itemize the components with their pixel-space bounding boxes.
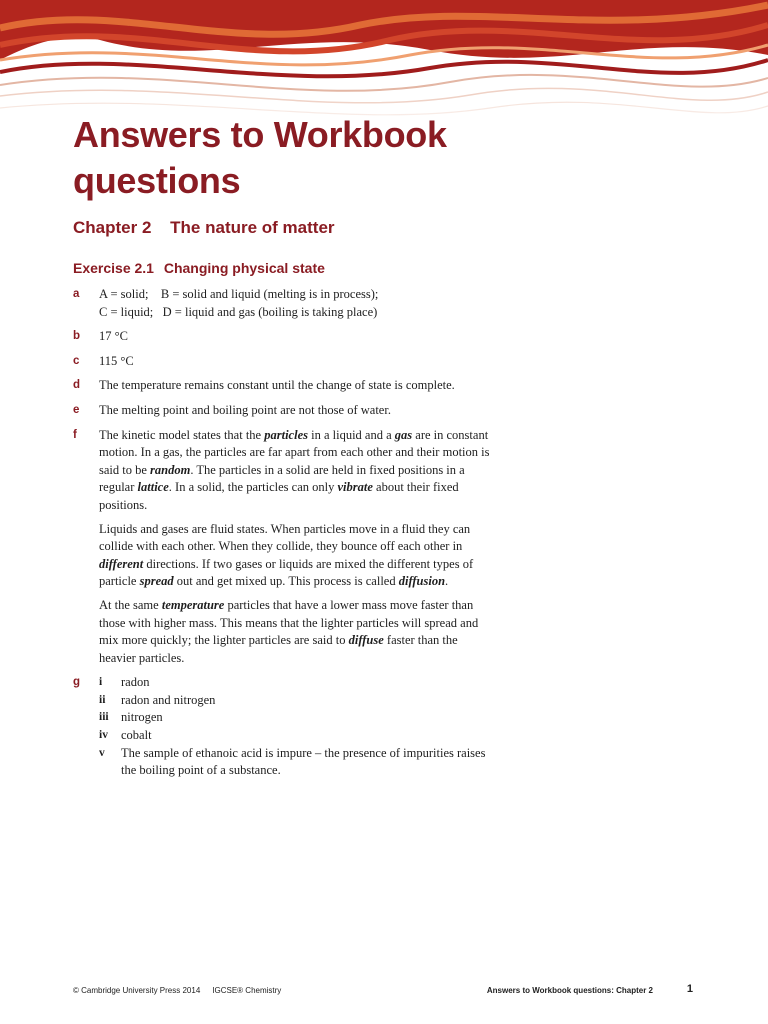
answer-letter: d [73, 379, 81, 392]
keyword: different [99, 556, 144, 571]
sub-answer [99, 709, 493, 727]
keyword: spread [139, 574, 174, 589]
sub-answer-text: radon [121, 675, 150, 690]
sub-answer [99, 674, 493, 692]
text-span: The kinetic model states that the [99, 427, 265, 442]
text-span: out and get mixed up. This process is called [173, 574, 399, 589]
answer-a [73, 286, 493, 321]
answer-e-text: The melting point and boiling point are not those of water. [99, 402, 391, 417]
answer-b-text: 17 °C [99, 329, 128, 344]
chapter-number: Chapter 2 [73, 218, 152, 237]
title-line-1: Answers to Workbook [73, 114, 447, 155]
keyword: gas [394, 427, 413, 442]
answer-f-paragraph-3 [99, 597, 493, 667]
text-span: directions. If two gases or liquids are mixed the different types of particle [99, 556, 474, 589]
keyword: lattice [137, 480, 169, 495]
keyword: particles [264, 427, 308, 442]
roman-numeral: v [99, 746, 105, 759]
answer-a-line-1: A = solid; B = solid and liquid (melting is in process); [99, 287, 379, 301]
answer-c-text: 115 °C [99, 353, 134, 368]
roman-numeral: i [99, 676, 103, 689]
exercise-title: Changing physical state [163, 260, 325, 276]
answer-c [73, 353, 493, 371]
keyword: diffuse [348, 633, 384, 648]
answer-letter: g [73, 676, 81, 689]
answer-letter: b [73, 330, 81, 343]
answer-f [73, 427, 493, 668]
answer-a-line-2: C = liquid; D = liquid and gas (boiling is taking place) [99, 304, 378, 319]
text-span: in a liquid and a [307, 427, 395, 442]
text-span: are in constant motion. In a gas, the particles are far apart from each other and their motion is said to be [99, 427, 490, 477]
title-line-2: questions [73, 160, 241, 201]
answer-f-paragraph-2 [99, 521, 493, 591]
answer-e [73, 402, 493, 420]
copyright-notice: © Cambridge University Press 2014 [73, 986, 201, 995]
text-span: . In a solid, the particles can only [168, 480, 338, 495]
answer-letter: e [73, 403, 80, 416]
sub-answer [99, 727, 493, 745]
exercise-heading [73, 260, 325, 276]
keyword: diffusion [398, 574, 446, 589]
text-span: faster than the heavier particles. [99, 633, 458, 665]
sub-answer [99, 745, 493, 780]
answer-letter: f [73, 428, 77, 441]
answer-d [73, 377, 493, 395]
answers-list [73, 286, 493, 787]
running-title: Answers to Workbook questions: Chapter 2 [486, 986, 653, 995]
text-span: At the same [99, 597, 162, 612]
text-span: . The particles in a solid are held in fixed positions in a regular [99, 462, 465, 495]
chapter-heading [73, 218, 335, 238]
answer-letter: c [73, 354, 80, 367]
answer-b [73, 328, 493, 346]
sub-answer-text: radon and nitrogen [121, 692, 216, 707]
course-name: IGCSE® Chemistry [212, 986, 282, 995]
keyword: temperature [161, 597, 225, 612]
answer-d-text: The temperature remains constant until the change of state is complete. [99, 378, 455, 393]
sub-answer [99, 692, 493, 710]
page-title [73, 112, 447, 204]
keyword: random [150, 462, 191, 477]
text-span: about their fixed positions. [99, 480, 459, 512]
exercise-number: Exercise 2.1 [73, 260, 154, 276]
sub-answer-text: cobalt [121, 728, 152, 743]
text-span: particles that have a lower mass move faster than those with higher mass. This means that the lighter particles will spread and mix more quickly; the lighter particles are said to [99, 597, 479, 648]
roman-numeral: iii [99, 711, 109, 724]
sub-answer-text: The sample of ethanoic acid is impure – the presence of impurities raises the boiling point of a substance. [121, 745, 486, 778]
roman-numeral: iv [99, 729, 108, 742]
answer-f-paragraph-1 [99, 427, 493, 515]
answer-g [73, 674, 493, 780]
sub-answer-text: nitrogen [121, 710, 163, 725]
roman-numeral: ii [99, 693, 106, 706]
chapter-title: The nature of matter [170, 218, 335, 237]
page-number: 1 [686, 983, 693, 995]
text-span: Liquids and gases are fluid states. When particles move in a fluid they can collide with each other. When they collide, they bounce off each other in [99, 521, 471, 554]
text-span: . [445, 574, 449, 589]
footer-credits [73, 986, 281, 995]
answer-letter: a [73, 288, 80, 300]
keyword: vibrate [337, 480, 373, 495]
